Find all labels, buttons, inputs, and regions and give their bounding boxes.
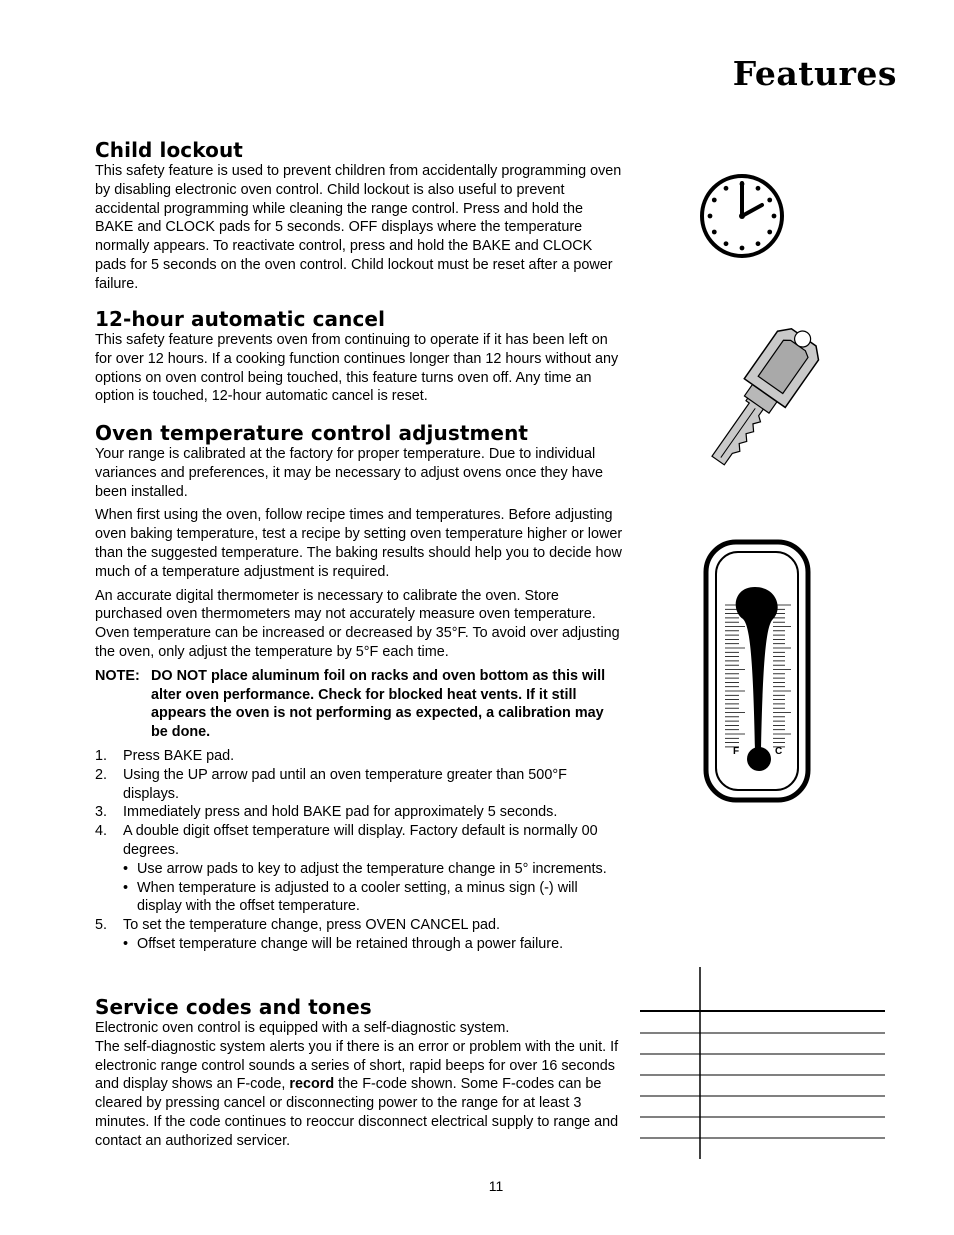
step-text: Immediately press and hold BAKE pad for approximately 5 seconds. — [123, 804, 558, 821]
bullet-text: Use arrow pads to key to adjust the temperature change in 5° increments. — [137, 860, 607, 877]
clock-tick — [756, 186, 761, 191]
clock-tick — [712, 230, 717, 235]
section-paragraph: This safety feature is used to prevent children from accidentally programming oven by disabling electronic oven control. Child lockout is also useful to prevent accidental programming while cleaning the range control. Press and hold the BAKE and CLOCK pads for 5 seconds. OFF displays where the temperature normally appears. To reactivate control, press and hold the BAKE and CLOCK pads for 5 seconds on the oven control. Child lockout must be reset after a power failure. — [95, 163, 622, 292]
bullet-mark: • — [123, 860, 129, 877]
section-heading: 12-hour automatic cancel — [95, 307, 386, 331]
thermometer-label-c: C — [775, 746, 783, 757]
thermometer-icon — [703, 539, 813, 804]
key-icon — [680, 320, 830, 495]
clock-tick — [708, 214, 713, 219]
list-item — [95, 803, 623, 822]
step-text: Using the UP arrow pad until an oven temperature greater than 500°F displays. — [123, 766, 567, 802]
section-line: Electronic oven control is equipped with a self-diagnostic system. — [95, 1020, 510, 1036]
note-block — [95, 667, 623, 742]
section-paragraph: This safety feature prevents oven from continuing to operate if it has been left on for over 12 hours. If a cooking function continues longer than 12 hours without any options on oven control being touched, this feature turns oven off. Any time an option is touched, 12-hour automatic cancel is reset. — [95, 332, 619, 405]
section-paragraph: Your range is calibrated at the factory for proper temperature. Due to individual variances and preferences, it may be necessary to adjust ovens once they have been installed. — [95, 446, 603, 500]
clock-tick — [712, 198, 717, 203]
list-item — [95, 747, 623, 766]
step-body — [123, 822, 623, 916]
section-auto-cancel — [95, 307, 623, 411]
section-paragraph: An accurate digital thermometer is necessary to calibrate the oven. Store purchased oven thermometers may not accurately measure oven temperature. Oven temperature can be increased or decreased by 35°F. To avoid over adjusting the oven, only adjust the temperature by 5°F each time. — [95, 587, 620, 660]
section-child-lockout — [95, 138, 623, 299]
note-label: NOTE: — [95, 667, 140, 684]
bullet-mark: • — [123, 879, 129, 896]
clock-tick — [767, 230, 772, 235]
clock-tick — [724, 186, 729, 191]
list-item — [95, 822, 623, 916]
bullet-text: When temperature is adjusted to a cooler setting, a minus sign (-) will display with the offset temperature. — [137, 879, 578, 915]
step-number: 5. — [95, 917, 108, 934]
thermometer-label-f: F — [733, 746, 740, 757]
step-text: Press BAKE pad. — [123, 747, 235, 764]
step-number: 4. — [95, 823, 108, 840]
paragraph-text: The self-diagnostic system alerts you if there is an error or problem with the unit. If electronic range control sounds a series of short, rapid beeps for over 16 seconds and display shows an F-code, — [95, 1038, 619, 1093]
clock-tick — [756, 241, 761, 246]
section-paragraph: When first using the oven, follow recipe times and temperatures. Before adjusting oven baking temperature, test a recipe by setting oven temperature higher or lower than the suggested temperature. The baking results should help you to decide how much of a temperature adjustment is required. — [95, 507, 623, 580]
section-paragraph — [95, 1038, 623, 1151]
clock-tick — [772, 214, 777, 219]
clock-icon — [697, 171, 787, 261]
list-item — [95, 916, 623, 954]
list-item — [95, 766, 623, 804]
clock-tick — [740, 246, 745, 251]
service-codes-table — [640, 967, 890, 1162]
step-number: 2. — [95, 766, 108, 783]
paragraph-bold-text: record — [289, 1076, 335, 1093]
note-text: DO NOT place aluminum foil on racks and oven bottom as this will alter oven performance. Check for blocked heat vents. If it still appears the oven is not performing as expected, a calibration may be done. — [151, 667, 606, 741]
section-oven-temp — [95, 421, 623, 954]
bullet-item — [123, 860, 623, 879]
paragraph-text: the F-code shown. Some F-codes can be cleared by pressing cancel or disconnecting power to the range for at least 3 minutes. If the code continues to reoccur disconnect electrical supply to range and contact an authorized servicer. — [95, 1076, 619, 1149]
steps-list — [95, 747, 623, 954]
bullet-item — [123, 935, 623, 954]
step-number: 3. — [95, 804, 108, 821]
section-service-codes — [95, 995, 623, 1156]
section-heading: Oven temperature control adjustment — [95, 421, 529, 445]
step-number: 1. — [95, 747, 108, 764]
clock-tick — [767, 198, 772, 203]
page-number: 11 — [488, 1178, 504, 1194]
page-title: Features — [732, 54, 897, 93]
clock-tick — [724, 241, 729, 246]
section-heading: Child lockout — [95, 138, 243, 162]
section-heading: Service codes and tones — [95, 995, 372, 1019]
bullet-item — [123, 879, 623, 917]
step-text: To set the temperature change, press OVEN CANCEL pad. — [123, 917, 501, 934]
bullet-text: Offset temperature change will be retained through a power failure. — [137, 935, 564, 952]
bullet-mark: • — [123, 935, 129, 952]
step-body — [123, 916, 623, 954]
step-text: A double digit offset temperature will display. Factory default is normally 00 degrees. — [123, 823, 598, 858]
